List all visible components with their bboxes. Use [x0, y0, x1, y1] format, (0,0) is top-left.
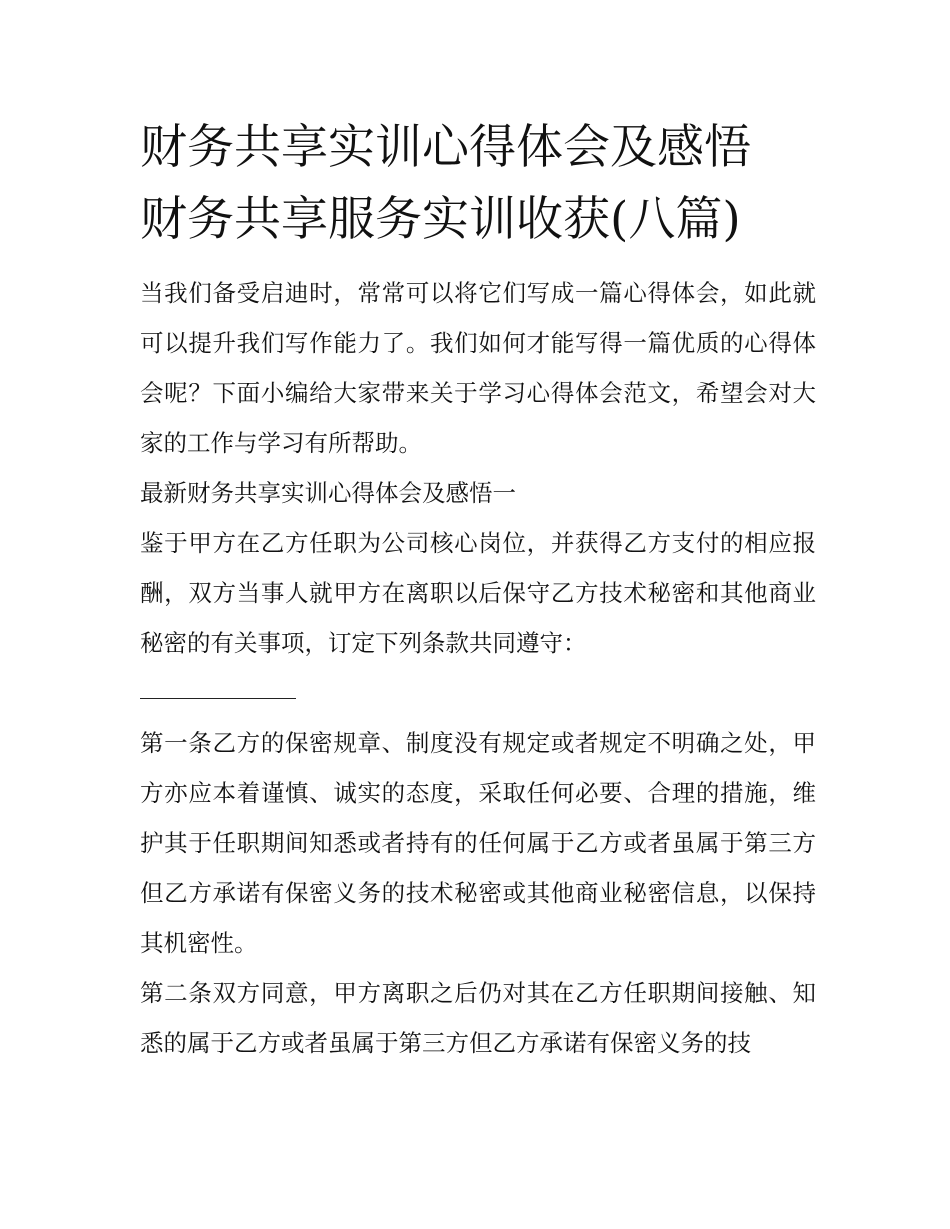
article-2: 第二条双方同意，甲方离职之后仍对其在乙方任职期间接触、知悉的属于乙方或者虽属于第三方但乙方承诺有保密义务的技: [140, 979, 816, 1057]
document-page: [140, 112, 816, 1068]
agreement-paragraph: 鉴于甲方在乙方任职为公司核心岗位，并获得乙方支付的相应报酬，双方当事人就甲方在离职以后保守乙方技术秘密和其他商业秘密的有关事项，订定下列条款共同遵守：: [140, 529, 816, 657]
title-line-2: 财务共享服务实训收获(八篇): [140, 192, 741, 247]
intro-paragraph: 当我们备受启迪时，常常可以将它们写成一篇心得体会，如此就可以提升我们写作能力了。我们如何才能写得一篇优质的心得体会呢？下面小编给大家带来关于学习心得体会范文，希望会对大家的工作与学习有所帮助。: [140, 279, 816, 457]
section-heading-1: 最新财务共享实训心得体会及感悟一: [140, 479, 516, 507]
blank-underline: [140, 668, 816, 718]
document-title: [140, 112, 816, 256]
article-1: 第一条乙方的保密规章、制度没有规定或者规定不明确之处，甲方亦应本着谨慎、诚实的态度，采取任何必要、合理的措施，维护其于任职期间知悉或者持有的任何属于乙方或者虽属于第三方但乙方承诺有保密义务的技术秘密或其他商业秘密信息，以保持其机密性。: [140, 729, 816, 957]
title-line-1: 财务共享实训心得体会及感悟: [140, 120, 751, 175]
